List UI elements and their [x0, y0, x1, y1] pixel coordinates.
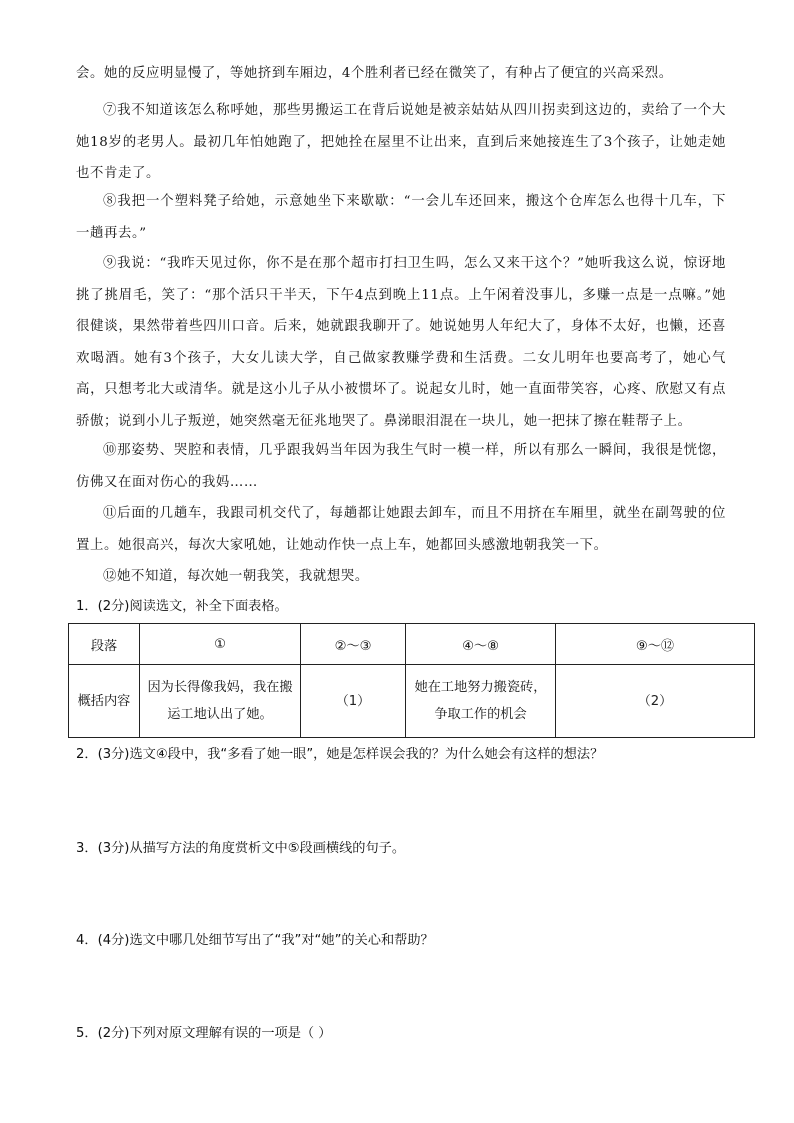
answer-blank-2[interactable]: （2） — [556, 665, 755, 738]
question-2: 2．(3分)选文④段中，我“多看了她一眼”，她是怎样误会我的？为什么她会有这样的想法？ — [76, 747, 604, 762]
table-header-cell: ① — [140, 624, 301, 665]
paragraph-9: ⑨我说：“我昨天见过你，你不是在那个超市打扫卫生吗，怎么又来干这个？”她听我这么说，惊讶地挑了挑眉毛，笑了：“那个活只干半天，下午4点到晚上11点。上午闲着没事儿，多赚一点是一点嘛。”她很健谈，果然带着些四川口音。后来，她就跟我聊开了。她说她男人年纪大了，身体不太好，也懒，还喜欢喝酒。她有3个孩子，大女儿读大学，自己做家教赚学费和生活费。二女儿明年也要高考了，她心气高，只想考北大或清华。就是这小儿子从小被惯坏了。说起女儿时，她一直面带笑容，心疼、欣慰又有点骄傲；说到小儿子叛逆，她突然毫无征兆地哭了。鼻涕眼泪混在一块儿，她一把抹了擦在鞋帮子上。 — [76, 256, 726, 429]
paragraph-8: ⑧我把一个塑料凳子给她，示意她坐下来歇歇：“一会儿车还回来，搬这个仓库怎么也得十几车，下一趟再去。” — [76, 194, 726, 241]
paragraph-10: ⑩那姿势、哭腔和表情，几乎跟我妈当年因为我生气时一模一样，所以有那么一瞬间，我很是恍惚，仿佛又在面对伤心的我妈…… — [76, 443, 726, 490]
answer-blank-1[interactable]: （1） — [301, 665, 406, 738]
table-row — [69, 665, 755, 738]
summary-table — [68, 623, 755, 738]
paragraph-12: ⑫她不知道，每次她一朝我笑，我就想哭。 — [103, 569, 369, 584]
question-4: 4．(4分)选文中哪几处细节写出了“我”对“她”的关心和帮助？ — [76, 933, 434, 948]
table-cell: 因为长得像我妈，我在搬运工地认出了她。 — [140, 665, 301, 738]
paragraph-continued: 会。她的反应明显慢了，等她挤到车厢边，4个胜利者已经在微笑了，有种占了便宜的兴高采烈。 — [76, 66, 673, 81]
paragraph-7: ⑦我不知道该怎么称呼她，那些男搬运工在背后说她是被亲姑姑从四川拐卖到这边的，卖给了一个大她18岁的老男人。最初几年怕她跑了，把她拴在屋里不让出来，直到后来她接连生了3个孩子，让她走她也不肯走了。 — [76, 103, 726, 181]
question-3: 3．(3分)从描写方法的角度赏析文中⑤段画横线的句子。 — [76, 841, 406, 856]
table-row-label: 概括内容 — [69, 665, 140, 738]
table-header-cell: ④～⑧ — [406, 624, 556, 665]
question-1: 1．(2分)阅读选文，补全下面表格。 — [76, 599, 288, 614]
table-cell: 她在工地努力搬瓷砖，争取工作的机会 — [406, 665, 556, 738]
question-5: 5．(2分)下列对原文理解有误的一项是（ ） — [76, 1026, 332, 1041]
table-header-row — [69, 624, 755, 665]
table-header-cell: ②～③ — [301, 624, 406, 665]
paragraph-11: ⑪后面的几趟车，我跟司机交代了，每趟都让她跟去卸车，而且不用挤在车厢里，就坐在副驾驶的位置上。她很高兴，每次大家吼她，让她动作快一点上车，她都回头感激地朝我笑一下。 — [76, 506, 726, 553]
table-header-cell: ⑨～⑫ — [556, 624, 755, 665]
table-header-cell: 段落 — [69, 624, 140, 665]
